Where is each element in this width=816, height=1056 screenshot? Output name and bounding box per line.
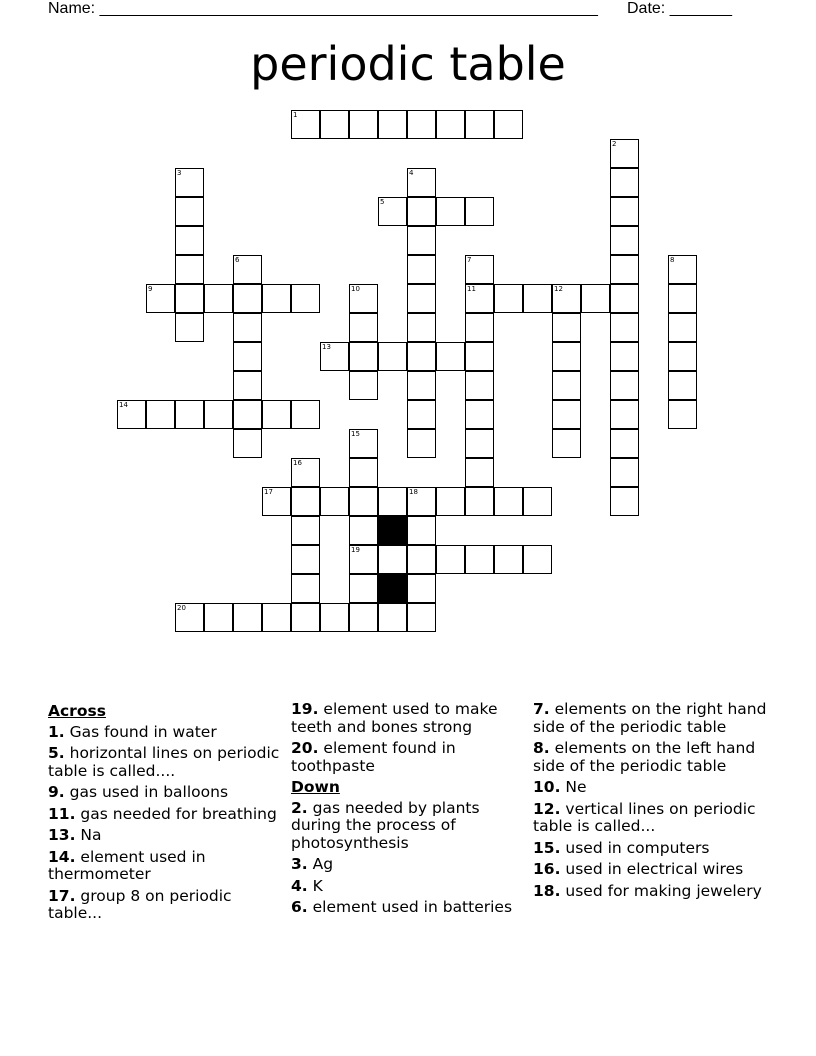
- crossword-cell[interactable]: [349, 371, 378, 400]
- crossword-cell[interactable]: [291, 400, 320, 429]
- crossword-cell[interactable]: [436, 487, 465, 516]
- crossword-cell[interactable]: [523, 487, 552, 516]
- clue-text: element found in toothpaste: [291, 739, 456, 775]
- date-field[interactable]: Date: _______: [627, 0, 732, 17]
- crossword-cell[interactable]: [668, 284, 697, 313]
- clue-number-label: 13.: [48, 826, 76, 844]
- crossword-cell[interactable]: [436, 197, 465, 226]
- clue-number: 17: [264, 488, 273, 496]
- crossword-cell[interactable]: [349, 603, 378, 632]
- crossword-cell[interactable]: [610, 226, 639, 255]
- clue-column-2: [291, 701, 523, 921]
- crossword-cell[interactable]: [494, 487, 523, 516]
- crossword-cell[interactable]: [204, 400, 233, 429]
- clue: [533, 861, 773, 879]
- clue: [291, 740, 523, 775]
- crossword-cell[interactable]: [552, 429, 581, 458]
- crossword-cell[interactable]: [465, 429, 494, 458]
- crossword-cell[interactable]: [291, 110, 320, 139]
- crossword-cell[interactable]: [407, 545, 436, 574]
- crossword-cell[interactable]: [552, 284, 581, 313]
- crossword-cell[interactable]: [610, 400, 639, 429]
- crossword-cell[interactable]: [407, 516, 436, 545]
- crossword-cell[interactable]: [494, 110, 523, 139]
- clue: [291, 878, 523, 896]
- clue-number: 12: [554, 285, 563, 293]
- clue: [48, 724, 280, 742]
- clue-number-label: 16.: [533, 860, 561, 878]
- clue-number: 14: [119, 401, 128, 409]
- clue-number-label: 4.: [291, 876, 308, 895]
- crossword-cell[interactable]: [233, 284, 262, 313]
- clue: [291, 899, 523, 917]
- crossword-cell[interactable]: [175, 603, 204, 632]
- clue-number-label: 19.: [291, 700, 319, 718]
- crossword-cell[interactable]: [436, 545, 465, 574]
- clue-text: used for making jewelery: [565, 881, 762, 900]
- crossword-cell[interactable]: [378, 197, 407, 226]
- crossword-cell[interactable]: [175, 226, 204, 255]
- clue-number: 11: [467, 285, 476, 293]
- crossword-cell[interactable]: [378, 342, 407, 371]
- crossword-cell[interactable]: [668, 342, 697, 371]
- clue-number-label: 1.: [48, 722, 65, 741]
- crossword-cell[interactable]: [407, 197, 436, 226]
- crossword-cell[interactable]: [233, 429, 262, 458]
- crossword-cell[interactable]: [407, 226, 436, 255]
- clue-number-label: 7.: [533, 700, 550, 718]
- crossword-cell[interactable]: [349, 110, 378, 139]
- crossword-cell[interactable]: [349, 574, 378, 603]
- clue-number: 9: [148, 285, 153, 293]
- crossword-cell[interactable]: [320, 342, 349, 371]
- crossword-cell[interactable]: [262, 487, 291, 516]
- clue-text: gas used in balloons: [69, 783, 229, 801]
- clue: [533, 740, 773, 775]
- clue: [533, 883, 773, 901]
- crossword-cell[interactable]: [668, 400, 697, 429]
- crossword-cell[interactable]: [523, 284, 552, 313]
- crossword-cell[interactable]: [320, 110, 349, 139]
- clue-number: 16: [293, 459, 302, 467]
- crossword-cell[interactable]: [175, 400, 204, 429]
- clue-number-label: 6.: [291, 898, 308, 916]
- clue-text: element used in thermometer: [48, 847, 206, 883]
- clue-number-label: 5.: [48, 744, 65, 762]
- crossword-cell[interactable]: [233, 255, 262, 284]
- clue-number-label: 10.: [533, 778, 561, 796]
- clue-number: 7: [467, 256, 472, 264]
- crossword-cell[interactable]: [581, 284, 610, 313]
- page-title: periodic table: [250, 37, 566, 91]
- clue-number-label: 17.: [48, 886, 76, 905]
- crossword-cell[interactable]: [610, 139, 639, 168]
- clue-text: K: [312, 876, 323, 895]
- clue: [291, 701, 523, 736]
- crossword-cell[interactable]: [610, 255, 639, 284]
- crossword-cell[interactable]: [465, 342, 494, 371]
- crossword-cell[interactable]: [175, 284, 204, 313]
- clue: [291, 856, 523, 874]
- clue-number-label: 11.: [48, 804, 76, 823]
- crossword-cell[interactable]: [349, 516, 378, 545]
- clue-number: 19: [351, 546, 360, 554]
- crossword-cell[interactable]: [610, 313, 639, 342]
- clue: [533, 801, 773, 836]
- crossword-cell[interactable]: [610, 197, 639, 226]
- crossword-cell[interactable]: [610, 342, 639, 371]
- crossword-cell[interactable]: [610, 487, 639, 516]
- crossword-cell[interactable]: [465, 545, 494, 574]
- clue: [48, 745, 280, 780]
- crossword-cell[interactable]: [349, 429, 378, 458]
- name-field[interactable]: Name: ________________________________________________________: [48, 0, 598, 17]
- crossword-cell[interactable]: [291, 487, 320, 516]
- clue-number-label: 9.: [48, 783, 65, 801]
- crossword-cell[interactable]: [407, 255, 436, 284]
- clue-text: horizontal lines on periodic table is called....: [48, 744, 280, 780]
- crossword-cell[interactable]: [668, 255, 697, 284]
- crossword-cell[interactable]: [378, 110, 407, 139]
- clue: [533, 779, 773, 797]
- crossword-cell[interactable]: [436, 110, 465, 139]
- crossword-cell[interactable]: [175, 255, 204, 284]
- crossword-cell[interactable]: [523, 545, 552, 574]
- crossword-cell[interactable]: [407, 371, 436, 400]
- crossword-cell[interactable]: [552, 313, 581, 342]
- crossword-cell[interactable]: [407, 168, 436, 197]
- clue-number-label: 15.: [533, 838, 561, 857]
- crossword-cell[interactable]: [407, 284, 436, 313]
- crossword-cell[interactable]: [233, 400, 262, 429]
- clue-text: gas needed by plants during the process of photosynthesis: [291, 798, 480, 852]
- clue-number-label: 12.: [533, 799, 561, 818]
- crossword-cell[interactable]: [291, 284, 320, 313]
- black-cell: [378, 574, 407, 603]
- crossword-cell[interactable]: [552, 371, 581, 400]
- clue-number-label: 18.: [533, 881, 561, 900]
- crossword-cell[interactable]: [233, 371, 262, 400]
- clue-number: 15: [351, 430, 360, 438]
- crossword-cell[interactable]: [407, 400, 436, 429]
- clue-text: group 8 on periodic table...: [48, 886, 232, 922]
- clue-text: element used in batteries: [312, 898, 513, 916]
- crossword-cell[interactable]: [291, 574, 320, 603]
- crossword-cell[interactable]: [407, 342, 436, 371]
- clue-number-label: 2.: [291, 798, 308, 817]
- crossword-cell[interactable]: [349, 284, 378, 313]
- crossword-cell[interactable]: [436, 342, 465, 371]
- clue-text: Ag: [312, 855, 334, 873]
- crossword-cell[interactable]: [465, 255, 494, 284]
- clue-number: 5: [380, 198, 385, 206]
- clue: [48, 888, 280, 923]
- crossword-cell[interactable]: [378, 603, 407, 632]
- crossword-cell[interactable]: [465, 487, 494, 516]
- clue-text: Na: [80, 826, 102, 844]
- clue-text: elements on the left hand side of the periodic table: [533, 739, 756, 775]
- clue-number: 3: [177, 169, 182, 177]
- crossword-cell[interactable]: [117, 400, 146, 429]
- crossword-cell[interactable]: [291, 516, 320, 545]
- clue-number-label: 20.: [291, 739, 319, 757]
- clue: [48, 806, 280, 824]
- crossword-cell[interactable]: [175, 313, 204, 342]
- crossword-cell[interactable]: [175, 168, 204, 197]
- crossword-cell[interactable]: [146, 284, 175, 313]
- clue: [291, 800, 523, 853]
- clue-number-label: 14.: [48, 847, 76, 866]
- crossword-cell[interactable]: [262, 400, 291, 429]
- clue-number: 10: [351, 285, 360, 293]
- clue-text: elements on the right hand side of the periodic table: [533, 700, 767, 736]
- crossword-cell[interactable]: [610, 168, 639, 197]
- clue-column-1: [48, 701, 280, 927]
- crossword-cell[interactable]: [610, 371, 639, 400]
- crossword-cell[interactable]: [407, 574, 436, 603]
- clue-text: element used to make teeth and bones strong: [291, 700, 498, 736]
- crossword-cell[interactable]: [349, 342, 378, 371]
- crossword-cell[interactable]: [320, 487, 349, 516]
- clue-text: vertical lines on periodic table is called...: [533, 799, 756, 835]
- clue-text: gas needed for breathing: [80, 804, 277, 823]
- crossword-cell[interactable]: [494, 545, 523, 574]
- crossword-cell[interactable]: [291, 603, 320, 632]
- crossword-cell[interactable]: [552, 342, 581, 371]
- black-cell: [378, 516, 407, 545]
- crossword-cell[interactable]: [146, 400, 175, 429]
- crossword-cell[interactable]: [204, 284, 233, 313]
- clue: [48, 849, 280, 884]
- crossword-cell[interactable]: [407, 313, 436, 342]
- clue-text: Ne: [565, 778, 587, 796]
- crossword-cell[interactable]: [407, 603, 436, 632]
- crossword-cell[interactable]: [291, 545, 320, 574]
- clue-number-label: 8.: [533, 739, 550, 757]
- clue: [48, 827, 280, 845]
- clue: [533, 701, 773, 736]
- crossword-cell[interactable]: [204, 603, 233, 632]
- crossword-cell[interactable]: [552, 400, 581, 429]
- crossword-cell[interactable]: [233, 603, 262, 632]
- crossword-cell[interactable]: [349, 487, 378, 516]
- clue: [48, 784, 280, 802]
- crossword-cell[interactable]: [349, 313, 378, 342]
- crossword-cell[interactable]: [378, 545, 407, 574]
- crossword-cell[interactable]: [465, 284, 494, 313]
- crossword-cell[interactable]: [465, 400, 494, 429]
- crossword-cell[interactable]: [610, 458, 639, 487]
- clue-number: 20: [177, 604, 186, 612]
- clue-text: used in electrical wires: [565, 860, 744, 878]
- clue-number-label: 3.: [291, 855, 308, 873]
- crossword-cell[interactable]: [465, 197, 494, 226]
- crossword-cell[interactable]: [610, 429, 639, 458]
- clue-text: Gas found in water: [69, 722, 217, 741]
- crossword-cell[interactable]: [175, 197, 204, 226]
- crossword-cell[interactable]: [349, 545, 378, 574]
- crossword-cell[interactable]: [465, 371, 494, 400]
- clue-number: 6: [235, 256, 240, 264]
- crossword-cell[interactable]: [465, 110, 494, 139]
- crossword-cell[interactable]: [407, 110, 436, 139]
- crossword-cell[interactable]: [320, 603, 349, 632]
- crossword-cell[interactable]: [668, 313, 697, 342]
- clue-number: 13: [322, 343, 331, 351]
- clue: [533, 840, 773, 858]
- crossword-cell[interactable]: [262, 603, 291, 632]
- crossword-cell[interactable]: [494, 284, 523, 313]
- clue-number: 8: [670, 256, 675, 264]
- clue-number: 2: [612, 140, 617, 148]
- clue-number: 18: [409, 488, 418, 496]
- crossword-cell[interactable]: [262, 284, 291, 313]
- crossword-cell[interactable]: [233, 342, 262, 371]
- crossword-cell[interactable]: [233, 313, 262, 342]
- crossword-cell[interactable]: [378, 487, 407, 516]
- crossword-cell[interactable]: [668, 371, 697, 400]
- crossword-cell[interactable]: [465, 313, 494, 342]
- crossword-cell[interactable]: [349, 458, 378, 487]
- crossword-cell[interactable]: [465, 458, 494, 487]
- crossword-cell[interactable]: [407, 487, 436, 516]
- clue-number: 4: [409, 169, 414, 177]
- clue-section-heading: Down: [291, 778, 340, 796]
- clue-section-heading: Across: [48, 702, 106, 720]
- crossword-cell[interactable]: [610, 284, 639, 313]
- clue-text: used in computers: [565, 838, 710, 857]
- crossword-cell[interactable]: [291, 458, 320, 487]
- clue-column-3: [533, 701, 773, 904]
- clue-number: 1: [293, 111, 298, 119]
- crossword-cell[interactable]: [407, 429, 436, 458]
